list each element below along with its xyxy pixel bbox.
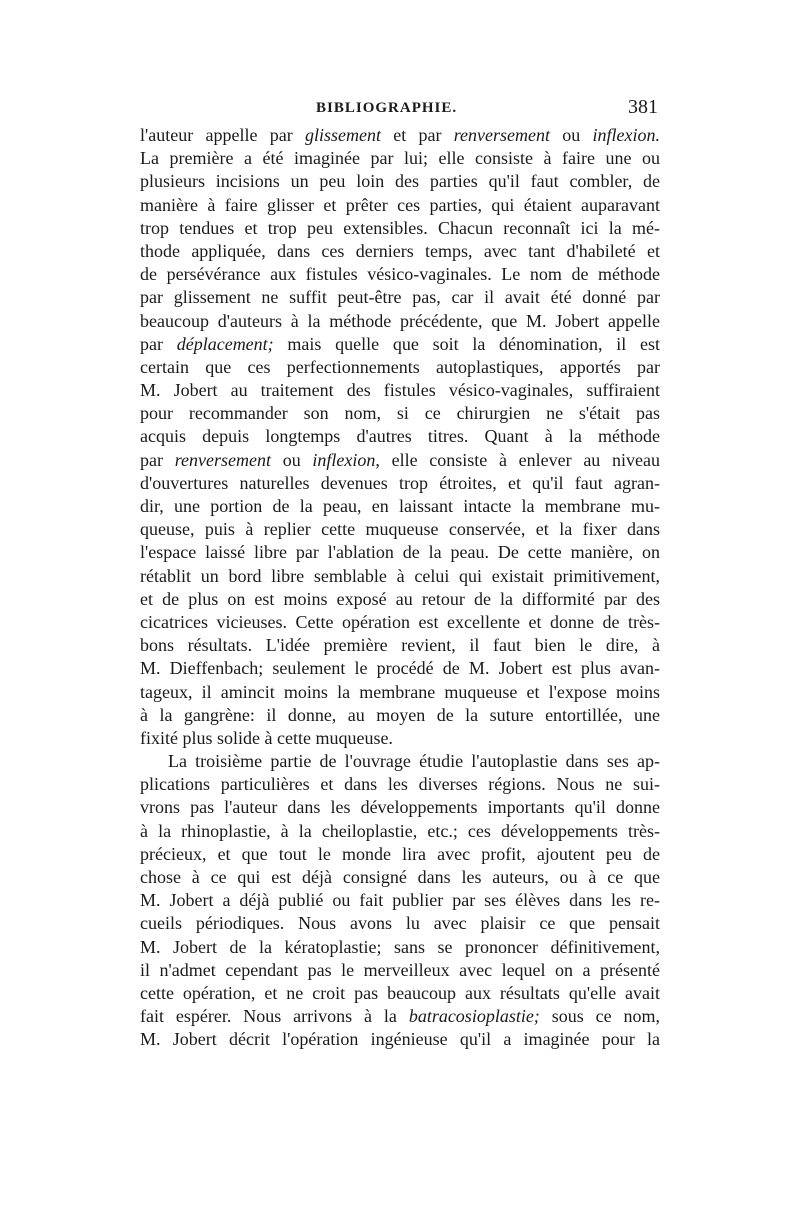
text-line: thode appliquée, dans ces derniers temps, avec tant d'habileté et xyxy=(140,240,660,261)
text-line: à la rhinoplastie, à la cheiloplastie, etc.; ces développements très- xyxy=(140,820,660,841)
text-line: par renversement ou inflexion, elle consiste à enlever au niveau xyxy=(140,449,660,470)
text-line: cueils périodiques. Nous avons lu avec plaisir ce que pensait xyxy=(140,913,660,934)
text-line: acquis depuis longtemps d'autres titres. Quant à la méthode xyxy=(140,426,660,447)
text-line: par glissement ne suffit peut-être pas, car il avait été donné par xyxy=(140,287,660,308)
text-line: M. Dieffenbach; seulement le procédé de M. Jobert est plus avan- xyxy=(140,658,660,679)
text-line: l'espace laissé libre par l'ablation de la peau. De cette manière, on xyxy=(140,542,660,563)
text-line: fixité plus solide à cette muqueuse. xyxy=(140,727,393,748)
text-line: et de plus on est moins exposé au retour de la difformité par des xyxy=(140,588,660,609)
text-line: plications particulières et dans les diverses régions. Nous ne sui- xyxy=(140,774,660,795)
paragraph xyxy=(140,124,660,750)
text-line: certain que ces perfectionnements autoplastiques, apportés par xyxy=(140,356,660,377)
running-head xyxy=(138,96,660,122)
text-line: M. Jobert a déjà publié ou fait publier par ses élèves dans les re- xyxy=(140,890,660,911)
text-line: l'auteur appelle par glissement et par renversement ou inflexion. xyxy=(140,125,660,145)
text-line: La première a été imaginée par lui; elle consiste à faire une ou xyxy=(140,148,660,169)
text-line: à la gangrène: il donne, au moyen de la suture entortillée, une xyxy=(140,704,660,725)
text-line: vrons pas l'auteur dans les développements importants qu'il donne xyxy=(140,797,660,818)
text-line: M. Jobert décrit l'opération ingénieuse qu'il a imaginée pour la xyxy=(140,1029,660,1050)
running-title: BIBLIOGRAPHIE. xyxy=(316,100,458,116)
text-line: précieux, et que tout le monde lira avec profit, ajoutent peu de xyxy=(140,843,660,864)
text-line: cette opération, et ne croit pas beaucoup aux résultats qu'elle avait xyxy=(140,982,660,1003)
text-line: d'ouvertures naturelles devenues trop étroites, et qu'il faut agran- xyxy=(140,472,660,493)
text-line: trop tendues et trop peu extensibles. Chacun reconnaît ici la mé- xyxy=(140,217,660,238)
text-line: pour recommander son nom, si ce chirurgien ne s'était pas xyxy=(140,403,660,424)
text-line: M. Jobert au traitement des fistules vésico-vaginales, suffiraient xyxy=(140,380,660,401)
text-line: beaucoup d'auteurs à la méthode précédente, que M. Jobert appelle xyxy=(140,310,660,331)
text-line: chose à ce qui est déjà consigné dans les auteurs, ou à ce que xyxy=(140,867,660,887)
text-line: tageux, il amincit moins la membrane muqueuse et l'expose moins xyxy=(140,681,660,702)
text-line: bons résultats. L'idée première revient, il faut bien le dire, à xyxy=(140,635,660,656)
paragraph xyxy=(140,750,660,1051)
text-line: par déplacement; mais quelle que soit la dénomination, il est xyxy=(140,333,660,354)
body-text xyxy=(140,124,660,1052)
text-line: La troisième partie de l'ouvrage étudie l'autoplastie dans ses ap- xyxy=(168,751,660,772)
text-line: dir, une portion de la peau, en laissant intacte la membrane mu- xyxy=(140,496,660,516)
text-line: queuse, puis à replier cette muqueuse conservée, et la fixer dans xyxy=(140,519,660,540)
text-line: M. Jobert de la kératoplastie; sans se prononcer définitivement, xyxy=(140,936,660,957)
text-line: cicatrices vicieuses. Cette opération est excellente et donne de très- xyxy=(140,611,660,632)
text-line: rétablit un bord libre semblable à celui qui existait primitivement, xyxy=(140,565,660,586)
page-number: 381 xyxy=(628,96,658,118)
text-line: il n'admet cependant pas le merveilleux avec lequel on a présenté xyxy=(140,959,660,980)
text-line: plusieurs incisions un peu loin des parties qu'il faut combler, de xyxy=(140,171,660,192)
text-line: de persévérance aux fistules vésico-vaginales. Le nom de méthode xyxy=(140,264,660,285)
text-line: fait espérer. Nous arrivons à la batracosioplastie; sous ce nom, xyxy=(140,1006,660,1027)
text-line: manière à faire glisser et prêter ces parties, qui étaient auparavant xyxy=(140,194,660,215)
